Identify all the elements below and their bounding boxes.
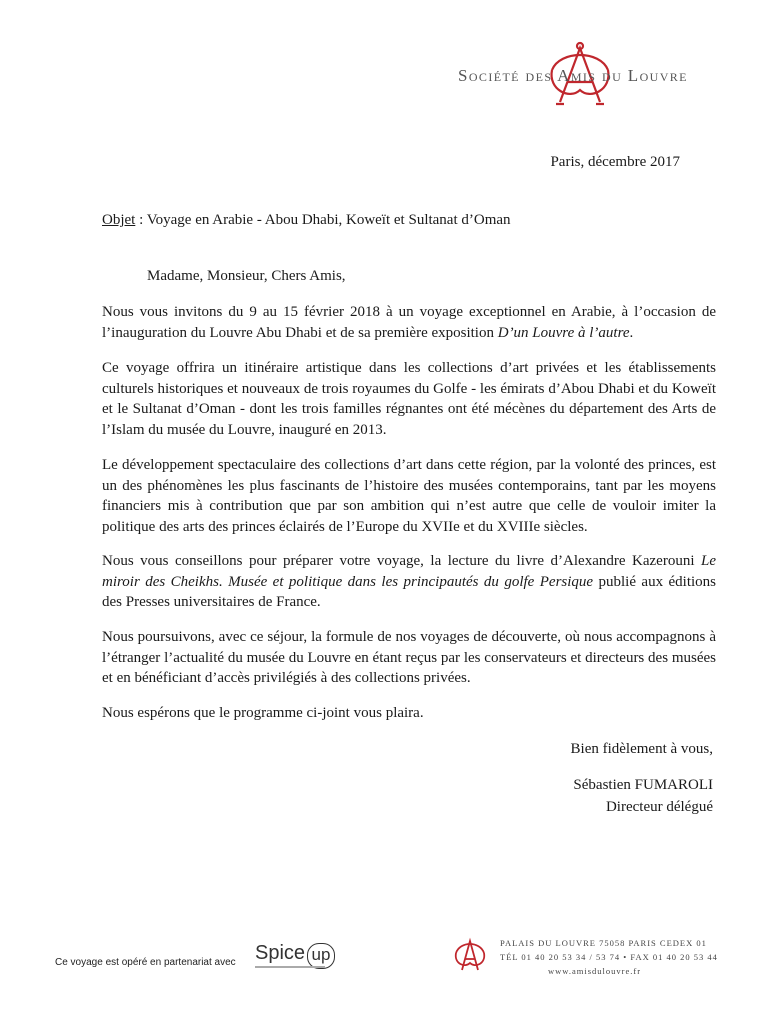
footer-phone: TÉL 01 40 20 53 34 / 53 74 • FAX 01 40 20 53 44 — [500, 952, 718, 962]
spiceup-subline — [255, 966, 325, 968]
paragraph-1-end: . — [629, 324, 634, 341]
exhibition-title: D’un Louvre à l’autre — [497, 324, 630, 341]
book-title: Le miroir des Cheikhs. Musée et politique dans les principautés du golfe Persique — [102, 553, 716, 590]
closing: Bien fidèlement à vous, — [570, 741, 713, 757]
paragraph-2: Ce voyage offrira un itinéraire artistique dans les collections d’art privées et les établissements culturels historiques et nouveaux de trois royaumes du Golfe - les émirats d’Abou Dhabi et du Koweït et le Sultanat d’Oman - dont les trois familles régnantes ont été mécènes du département des Arts de l’Islam du musée du Louvre, inauguré en 2013. — [102, 360, 716, 438]
paragraph-1 — [102, 302, 716, 343]
paragraph-1-text: Nous vous invitons du 9 au 15 février 2018 à un voyage exceptionnel en Arabie, à l’occasion de l’inauguration du Louvre Abu Dhabi et de sa première exposition — [102, 304, 716, 341]
salutation: Madame, Monsieur, Chers Amis, — [147, 268, 346, 284]
partner-text: Ce voyage est opéré en partenariat avec — [55, 957, 236, 968]
letter-date: Paris, décembre 2017 — [550, 154, 680, 170]
object-text: : Voyage en Arabie - Abou Dhabi, Koweït et Sultanat d’Oman — [135, 212, 511, 228]
signer-role: Directeur délégué — [605, 799, 713, 815]
spiceup-word: Spice — [255, 942, 306, 964]
footer-website: www.amisdulouvre.fr — [548, 966, 642, 976]
footer-address: PALAIS DU LOUVRE 75058 PARIS CEDEX 01 — [500, 938, 707, 948]
spiceup-circle: up — [307, 943, 335, 969]
society-name: Société des Amis du Louvre — [458, 66, 688, 85]
paragraph-4-end: publié aux éditions des Presses universitaires de France. — [102, 573, 717, 610]
spiceup-logo — [255, 942, 335, 974]
signer-name: Sébastien FUMAROLI — [573, 777, 713, 793]
paragraph-4 — [102, 551, 716, 613]
paragraph-4-text: Nous vous conseillons pour préparer votre voyage, la lecture du livre d’Alexandre Kazerouni — [102, 553, 701, 569]
object-label: Objet — [102, 212, 136, 228]
footer-monogram-icon — [450, 937, 490, 973]
paragraph-5: Nous poursuivons, avec ce séjour, la formule de nos voyages de découverte, où nous accompagnons à l’étranger l’actualité du musée du Louvre en étant reçus par les conservateurs et directeurs des musées et en bénéficiant d’accès privilégiés à des collections privées. — [102, 629, 716, 686]
society-logo — [430, 40, 730, 110]
letter-object — [102, 212, 511, 229]
paragraph-3: Le développement spectaculaire des collections d’art dans cette région, par la volonté des princes, est un des phénomènes les plus fascinants de l’histoire des musées contemporains, tant par les moyens financiers mis à contribution que par son ambition qui n’est autre que celle de vouloir imiter la politique des arts des princes éclairés de l’Europe du XVIIe et du XVIIIe siècles. — [102, 457, 716, 535]
paragraph-6: Nous espérons que le programme ci-joint vous plaira. — [102, 705, 424, 721]
